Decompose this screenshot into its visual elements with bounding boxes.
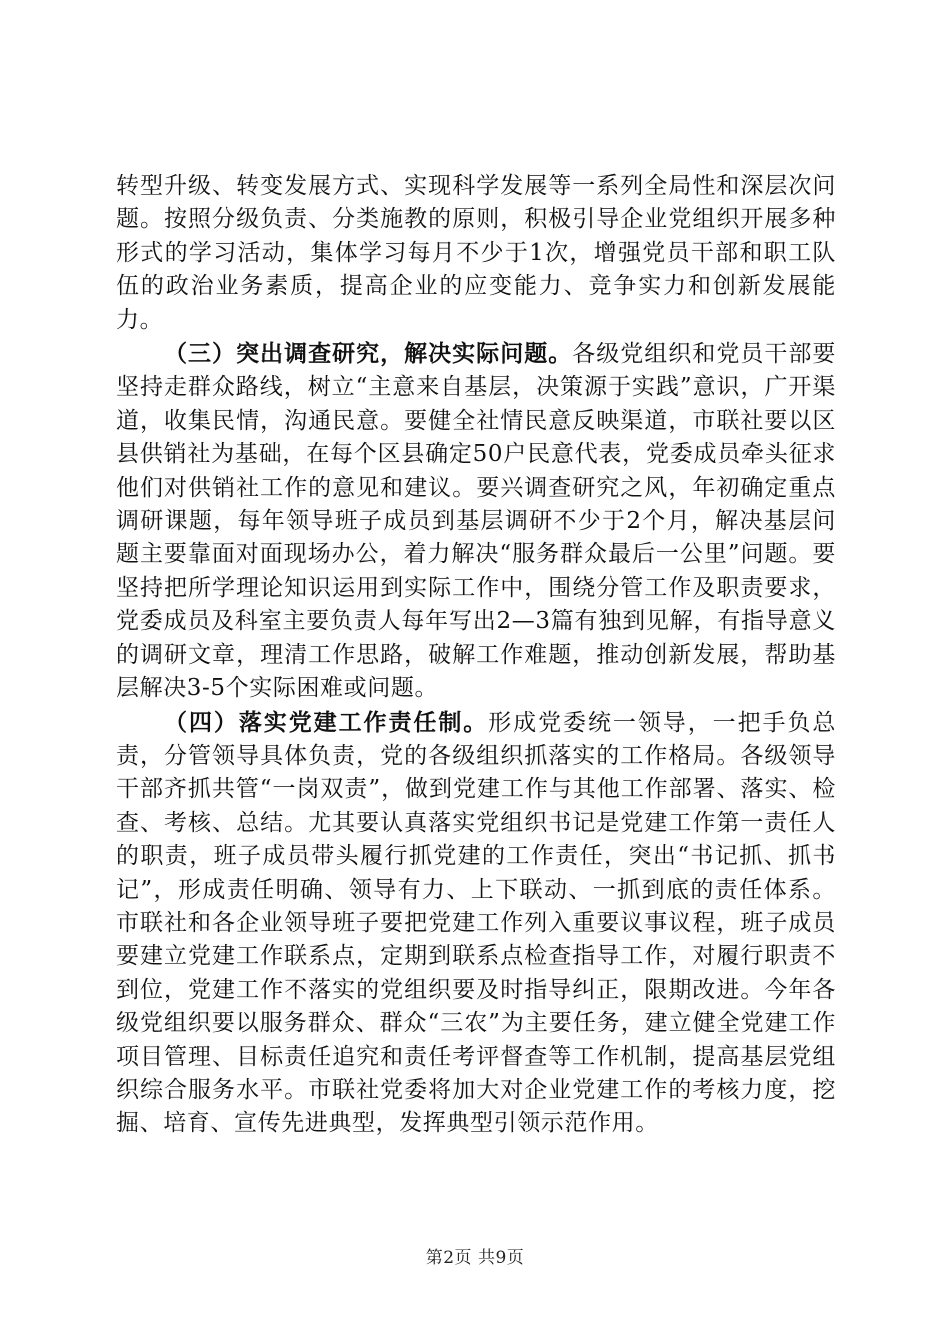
page-number-footer: 第2页 共9页 [425, 1248, 525, 1268]
document-body [116, 170, 836, 1141]
paragraph-continuation [116, 170, 836, 337]
paragraph-text: 形成党委统一领导，一把手负总责，分管领导具体负责，党的各级组织抓落实的工作格局。各级领导干部齐抓共管“一岗双责”，做到党建工作与其他工作部署、落实、检查、考核、总结。尤其要认真落实党组织书记是党建工作第一责任人的职责，班子成员带头履行抓党建的工作责任，突出“书记抓、抓书记”，形成责任明确、领导有力、上下联动、一抓到底的责任体系。市联社和各企业领导班子要把党建工作列入重要议事议程，班子成员要建立党建工作联系点，定期到联系点检查指导工作，对履行职责不到位，党建工作不落实的党组织要及时指导纠正，限期改进。今年各级党组织要以服务群众、群众“三农”为主要任务，建立健全党建工作项目管理、目标责任追究和责任考评督查等工作机制，提高基层党组织综合服务水平。市联社党委将加大对企业党建工作的考核力度，挖掘、培育、宣传先进典型，发挥典型引领示范作用。 [116, 709, 836, 1137]
section-heading: （三）突出调查研究，解决实际问题。 [164, 340, 573, 368]
paragraph-section-four [116, 706, 836, 1141]
paragraph-section-three [116, 337, 836, 705]
section-heading: （四）落实党建工作责任制。 [164, 708, 489, 736]
paragraph-text: 转型升级、转变发展方式、实现科学发展等一系列全局性和深层次问题。按照分级负责、分类施教的原则，积极引导企业党组织开展多种形式的学习活动，集体学习每月不少于1次，增强党员干部和职工队伍的政治业务素质，提高企业的应变能力、竞争实力和创新发展能力。 [116, 173, 836, 333]
paragraph-text: 各级党组织和党员干部要坚持走群众路线，树立“主意来自基层，决策源于实践”意识，广开渠道，收集民情，沟通民意。要健全社情民意反映渠道，市联社要以区县供销社为基础，在每个区县确定50户民意代表，党委成员牵头征求他们对供销社工作的意见和建议。要兴调查研究之风，年初确定重点调研课题，每年领导班子成员到基层调研不少于2个月，解决基层问题主要靠面对面现场办公，着力解决“服务群众最后一公里”问题。要坚持把所学理论知识运用到实际工作中，围绕分管工作及职责要求，党委成员及科室主要负责人每年写出2—3篇有独到见解，有指导意义的调研文章，理清工作思路，破解工作难题，推动创新发展，帮助基层解决3-5个实际困难或问题。 [116, 341, 836, 702]
